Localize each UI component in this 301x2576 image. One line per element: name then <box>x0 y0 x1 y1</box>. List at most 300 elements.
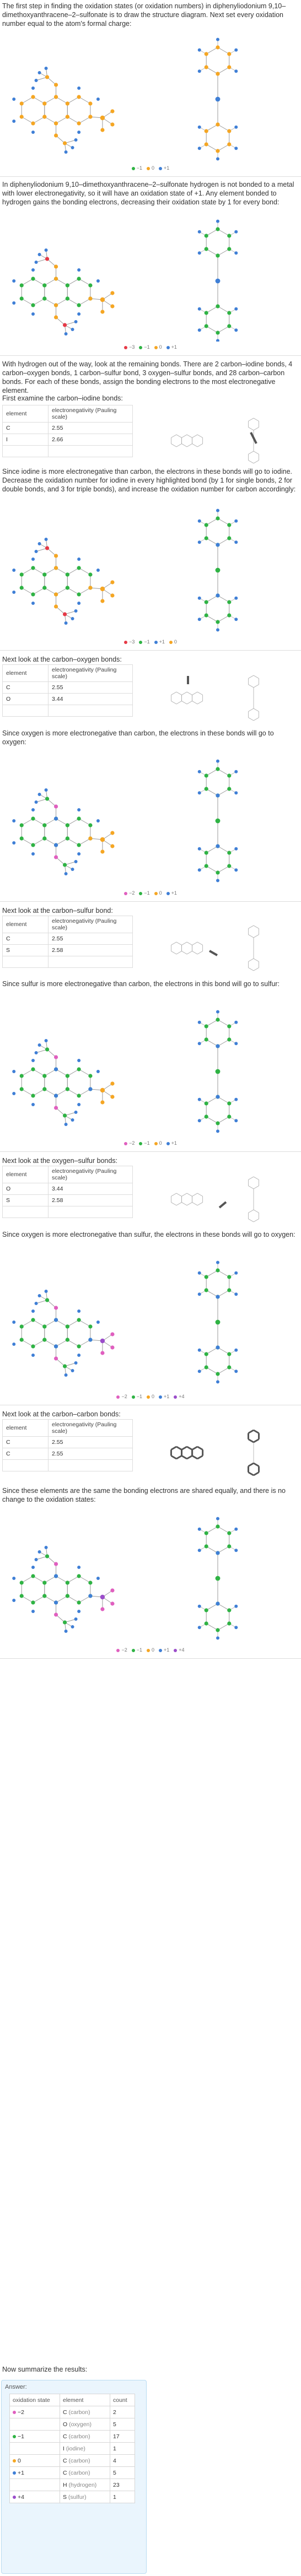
bond-line <box>22 1596 33 1603</box>
bond-line <box>248 418 254 421</box>
bond-line <box>192 1456 198 1459</box>
legend-label: −2 <box>129 890 135 896</box>
atom-dot <box>205 787 208 791</box>
atom-dot <box>227 129 231 133</box>
bond-highlight-thumbnail-os <box>165 1169 292 1224</box>
legend-label: −3 <box>129 344 135 350</box>
atom-dot <box>74 1617 78 1621</box>
atom-dot <box>216 819 221 824</box>
atom-dot <box>198 791 201 794</box>
structure-diagram-co <box>0 749 301 887</box>
legend-swatch <box>147 1649 150 1652</box>
atom-dot <box>63 141 67 145</box>
atom-dot <box>42 1324 46 1328</box>
atom-dot <box>216 1295 219 1298</box>
os-intro-wrap <box>0 1155 301 1165</box>
table-cell: 2.55 <box>49 423 133 434</box>
electronegativity-table-cs <box>2 916 133 968</box>
legend-swatch <box>147 167 150 170</box>
atom-dot <box>66 1581 69 1584</box>
legend-swatch <box>132 167 135 170</box>
legend-item <box>154 890 162 896</box>
bond-line <box>67 819 79 825</box>
atom-dot <box>205 523 208 527</box>
legend-label: +4 <box>179 1394 185 1399</box>
atom-dot <box>234 1349 238 1352</box>
table-header: element <box>3 1166 49 1183</box>
bond-line <box>79 568 90 575</box>
bond-line <box>45 1069 56 1076</box>
bond-line <box>197 1447 203 1450</box>
atom-dot <box>42 572 46 576</box>
atom-dot <box>54 83 58 86</box>
bonds-section <box>0 358 301 395</box>
legend-swatch <box>132 1649 135 1652</box>
bond-line <box>33 1576 45 1583</box>
bond-line <box>187 1203 192 1206</box>
atom-dot <box>54 303 58 307</box>
element-name: (carbon) <box>67 2409 90 2416</box>
atom-dot <box>227 1024 231 1028</box>
atom-dot <box>54 1574 58 1578</box>
bond-line <box>171 435 176 438</box>
bond-line <box>171 444 176 447</box>
atom-dot <box>96 819 100 822</box>
bond-line <box>176 1447 182 1450</box>
atom-dot <box>227 864 231 868</box>
atom-dot <box>216 97 221 102</box>
atom-dot <box>77 592 81 596</box>
atom-dot <box>205 1531 208 1535</box>
bond-line <box>248 451 254 454</box>
bond-line <box>218 769 229 776</box>
bond-line <box>219 1202 226 1208</box>
atom-dot <box>205 1101 208 1105</box>
atom-dot <box>234 251 238 255</box>
atom-dot <box>31 303 35 307</box>
atom-dot <box>66 115 69 118</box>
atom-dot <box>227 324 231 328</box>
atom-dot <box>88 1581 92 1584</box>
atom-dot <box>198 1021 201 1024</box>
atom-dot <box>54 816 58 820</box>
bond-line <box>176 1203 182 1206</box>
bond-line <box>248 427 254 431</box>
oxidation-state-cell <box>10 2431 60 2443</box>
table-cell: I <box>3 434 49 446</box>
atom-dot <box>198 1349 201 1352</box>
bond-line <box>197 951 203 955</box>
bond-line <box>254 461 259 464</box>
atom-dot <box>110 1601 114 1605</box>
bond-line <box>171 1193 176 1197</box>
atom-dot <box>20 283 24 287</box>
atom-dot <box>42 586 46 589</box>
bond-line <box>79 838 90 845</box>
atom-dot <box>110 1588 114 1592</box>
legend-item <box>169 639 177 645</box>
os-intro: Next look at the oxygen–sulfur bonds: <box>2 1157 118 1165</box>
atom-dot <box>31 843 35 847</box>
atom-dot <box>54 1600 58 1604</box>
atom-dot <box>198 540 201 544</box>
atom-dot <box>54 1562 58 1566</box>
atom-dot <box>64 1373 68 1377</box>
atom-dot <box>77 852 80 856</box>
bond-line <box>218 596 229 602</box>
atom-dot <box>205 129 208 133</box>
atom-dot <box>88 115 92 118</box>
structure-diagram-initial <box>0 28 301 165</box>
bond-line <box>171 701 176 705</box>
bond-line <box>79 1596 90 1603</box>
atom-dot <box>216 1576 221 1581</box>
bond-line <box>254 1210 259 1213</box>
atom-dot <box>71 868 74 871</box>
summary-table <box>9 2394 135 2503</box>
atom-dot <box>234 618 238 621</box>
atom-dot <box>77 1067 81 1071</box>
atom-dot <box>205 536 208 540</box>
atom-dot <box>64 872 68 875</box>
atom-dot <box>54 1094 58 1097</box>
atom-dot <box>31 1309 35 1313</box>
atom-dot <box>234 597 238 600</box>
atom-dot <box>110 1095 114 1098</box>
atom-dot <box>216 149 219 153</box>
atom-dot <box>198 618 201 621</box>
os-after-wrap <box>0 1229 301 1239</box>
table-cell: 3.44 <box>49 1183 133 1195</box>
bond-line <box>45 1320 56 1327</box>
atom-dot <box>64 150 68 154</box>
bond-line <box>79 1340 90 1346</box>
legend-item <box>124 890 135 896</box>
legend-item <box>147 1394 154 1399</box>
atom-dot <box>227 52 231 56</box>
atom-dot <box>42 1074 46 1078</box>
table-cell: 2.58 <box>49 1195 133 1206</box>
atom-dot <box>110 109 114 113</box>
answer-box <box>1 2380 147 2574</box>
atom-dot <box>205 773 208 777</box>
legend-item <box>124 344 135 350</box>
atom-dot <box>227 247 231 251</box>
bond-line <box>171 1447 176 1450</box>
bond-line <box>248 959 254 962</box>
bond-line <box>254 1186 259 1189</box>
bond-line <box>197 701 203 705</box>
atom-dot <box>54 804 58 808</box>
atom-dot <box>227 1531 231 1535</box>
bond-line <box>206 1097 218 1103</box>
state-swatch <box>13 2471 16 2475</box>
bond-line <box>33 97 45 104</box>
atom-dot <box>110 304 114 308</box>
bond-line <box>33 117 45 123</box>
bond-line <box>206 615 218 622</box>
legend-label: +1 <box>171 890 177 896</box>
bond-line <box>67 97 79 104</box>
atom-dot <box>20 1074 24 1078</box>
atom-dot <box>216 1095 219 1098</box>
atom-dot <box>96 1070 100 1073</box>
bond-line <box>56 588 68 594</box>
atom-dot <box>64 332 68 335</box>
atom-dot <box>45 1039 48 1042</box>
atom-dot <box>77 1354 80 1357</box>
atom-dot <box>20 1581 24 1584</box>
state-label: +1 <box>18 2469 24 2476</box>
atom-dot <box>198 868 201 872</box>
bond-line <box>176 435 182 438</box>
legend-item <box>124 1140 135 1146</box>
oxidation-state-cell <box>10 2491 60 2503</box>
atom-dot <box>31 95 35 99</box>
atom-dot <box>198 69 201 73</box>
bond-line <box>33 588 45 594</box>
summary-text: Now summarize the results: <box>2 2366 88 2373</box>
atom-dot <box>216 879 219 882</box>
atom-dot <box>31 816 35 820</box>
atom-dot <box>31 86 35 90</box>
atom-dot <box>110 844 114 848</box>
count-cell: 1 <box>110 2443 135 2455</box>
atom-dot <box>63 1364 67 1368</box>
bond-line <box>79 1069 90 1076</box>
atom-dot <box>35 1302 38 1305</box>
oxidation-state-cell <box>10 2479 60 2491</box>
co-after-wrap <box>0 727 301 746</box>
atom-dot <box>66 572 69 576</box>
table-header: electronegativity (Pauling scale) <box>49 916 133 933</box>
atom-dot <box>66 836 69 840</box>
table-row <box>10 2418 135 2431</box>
bond-highlight-thumbnail-ci <box>165 410 292 466</box>
bond-line <box>248 1439 254 1443</box>
bond-line <box>33 1340 45 1346</box>
atom-dot <box>20 296 24 300</box>
atom-dot <box>234 1292 238 1296</box>
legend-label: −1 <box>144 344 150 350</box>
atom-dot <box>96 1577 100 1580</box>
bond-line <box>218 1527 229 1533</box>
atom-dot <box>54 1356 58 1360</box>
atom-dot <box>88 101 92 105</box>
legend-label: −1 <box>144 1140 150 1146</box>
element-cell <box>60 2431 110 2443</box>
atom-dot <box>74 1111 78 1114</box>
atom-dot <box>77 131 80 134</box>
bond-line <box>206 846 218 853</box>
atom-dot <box>227 311 231 315</box>
atom-dot <box>216 1069 221 1074</box>
bond-line <box>45 117 56 123</box>
state-swatch <box>13 2411 16 2414</box>
atom-dot <box>110 1332 114 1336</box>
atom-dot <box>12 98 15 101</box>
atom-dot <box>198 48 201 52</box>
bond-line <box>206 596 218 602</box>
bond-line <box>254 1473 259 1476</box>
atom-dot <box>77 566 81 570</box>
legend-item <box>139 890 149 896</box>
atom-dot <box>100 128 104 132</box>
table-cell: C <box>3 682 49 694</box>
bond-line <box>56 97 68 104</box>
bond-line <box>248 1210 254 1213</box>
atom-dot <box>234 1626 238 1629</box>
element-name: (carbon) <box>67 2469 90 2476</box>
atom-dot <box>100 599 104 603</box>
atom-dot <box>198 147 201 150</box>
bond-line <box>182 942 187 945</box>
atom-dot <box>35 550 38 553</box>
bond-line <box>248 718 254 721</box>
atom-dot <box>45 248 48 252</box>
bond-line <box>176 701 182 705</box>
bond-line <box>182 435 187 438</box>
legend-label: −1 <box>136 165 142 171</box>
bond-line <box>176 942 182 945</box>
co-intro-wrap <box>0 653 301 664</box>
bond-line <box>45 588 56 594</box>
count-cell: 5 <box>110 2467 135 2479</box>
atom-dot <box>20 1324 24 1328</box>
structure-diagram-cc <box>0 1507 301 1644</box>
atom-dot <box>54 95 58 99</box>
atom-dot <box>20 586 24 589</box>
structure-diagram-hydrogen <box>0 209 301 342</box>
atom-dot <box>88 1324 92 1328</box>
bond-line <box>206 769 218 776</box>
bond-line <box>206 789 218 795</box>
atom-dot <box>96 569 100 572</box>
bond-line <box>197 692 203 695</box>
element-symbol: C <box>63 2433 67 2440</box>
atom-dot <box>42 823 46 827</box>
table-row <box>10 2406 135 2418</box>
atom-dot <box>54 604 58 608</box>
atom-dot <box>227 142 231 146</box>
bond-line <box>192 951 198 955</box>
atom-dot <box>64 1630 68 1633</box>
atom-dot <box>45 75 49 79</box>
atom-dot <box>54 855 58 859</box>
atom-dot <box>12 1599 15 1602</box>
atom-dot <box>12 1577 15 1580</box>
atom-dot <box>88 1087 92 1091</box>
atom-dot <box>77 1600 81 1604</box>
bond-line <box>56 1089 68 1096</box>
legend-swatch <box>174 1649 177 1652</box>
atom-dot <box>45 788 48 792</box>
atom-dot <box>216 1551 219 1555</box>
bond-line <box>187 1193 192 1197</box>
bond-line <box>206 1546 218 1553</box>
bond-line <box>187 692 192 695</box>
atom-dot <box>71 1118 74 1122</box>
atom-dot <box>12 301 15 305</box>
atom-dot <box>216 1601 219 1605</box>
atom-dot <box>66 283 69 287</box>
atom-dot <box>63 612 67 616</box>
bond-line <box>206 1623 218 1630</box>
element-name: (hydrogen) <box>67 2481 97 2488</box>
atom-dot <box>227 613 231 617</box>
atom-dot <box>227 600 231 604</box>
bond-line <box>187 444 192 447</box>
legend-item <box>147 165 154 171</box>
bond-line <box>197 444 203 447</box>
atom-dot <box>35 1051 38 1054</box>
atom-dot <box>216 1268 219 1272</box>
atom-dot <box>77 1094 81 1097</box>
atom-dot <box>198 1370 201 1373</box>
bond-line <box>248 1463 254 1466</box>
electronegativity-table-os <box>2 1166 133 1218</box>
bond-line <box>79 1576 90 1583</box>
bond-line <box>45 838 56 845</box>
bond-line <box>254 1439 259 1443</box>
cc-intro-wrap <box>0 1408 301 1419</box>
atom-dot <box>54 843 58 847</box>
atom-dot <box>77 1344 81 1348</box>
bond-line <box>248 708 254 712</box>
atom-dot <box>77 558 80 561</box>
bond-line <box>218 1270 229 1277</box>
atom-dot <box>42 836 46 840</box>
atom-dot <box>198 328 201 332</box>
structure-diagram-os <box>0 1251 301 1391</box>
legend-item <box>159 1647 169 1653</box>
atom-dot <box>234 1370 238 1373</box>
bond-line <box>176 692 182 695</box>
bond-line <box>33 1596 45 1603</box>
bond-line <box>206 1367 218 1374</box>
cs-intro: Next look at the carbon–sulfur bond: <box>2 907 113 914</box>
atom-dot <box>88 1338 92 1341</box>
bond-line <box>33 1089 45 1096</box>
table-cell: C <box>3 933 49 945</box>
bond-line <box>254 718 259 721</box>
bond-line <box>254 1177 259 1180</box>
atom-dot <box>110 831 114 835</box>
bond-line <box>182 1447 187 1450</box>
bond-line <box>56 1320 68 1327</box>
legend-swatch <box>169 641 173 644</box>
legend-label: −1 <box>144 639 150 645</box>
atom-dot <box>110 593 114 597</box>
atom-dot <box>88 836 92 840</box>
element-cell <box>60 2479 110 2491</box>
atom-dot <box>66 1324 69 1328</box>
atom-dot <box>216 1380 219 1383</box>
atom-dot <box>216 870 219 874</box>
atom-dot <box>205 851 208 854</box>
atom-dot <box>12 569 15 572</box>
legend-item <box>139 1140 149 1146</box>
atom-dot <box>31 1600 35 1604</box>
bond-line <box>22 1340 33 1346</box>
atom-dot <box>45 538 48 541</box>
atom-dot <box>66 1338 69 1341</box>
atom-dot <box>234 1098 238 1101</box>
element-symbol: I <box>63 2445 64 2452</box>
legend-swatch <box>154 641 158 644</box>
bond-line <box>254 418 259 421</box>
bond-line <box>67 838 79 845</box>
